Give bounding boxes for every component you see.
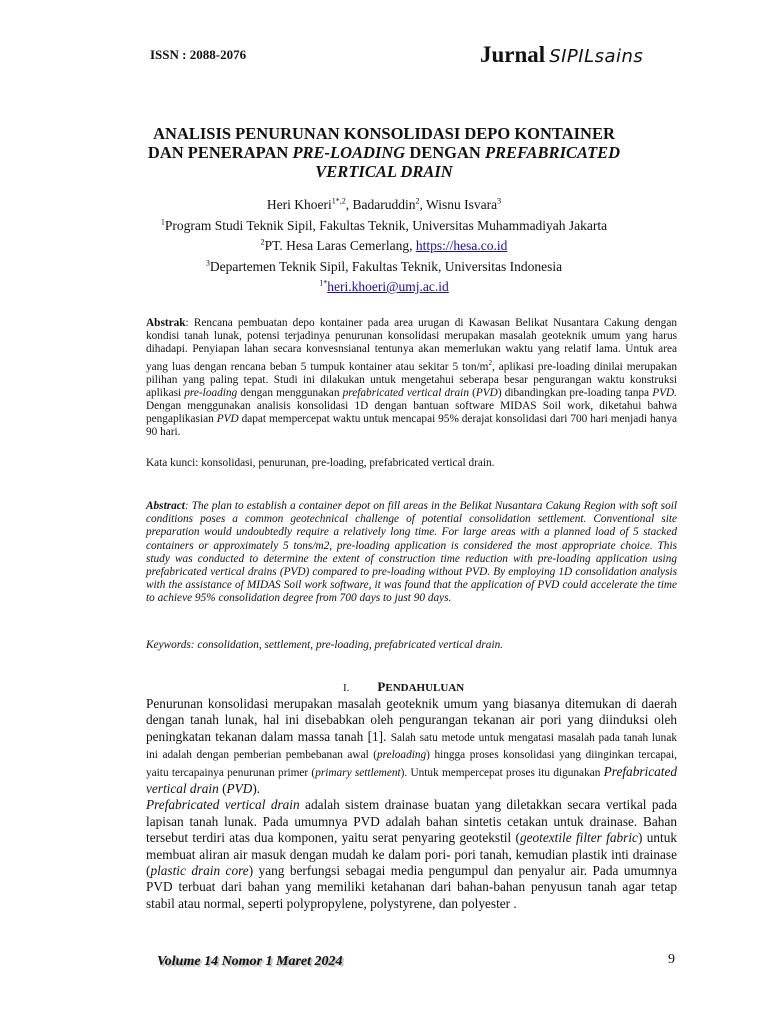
- body-paragraph-1: [146, 696, 677, 797]
- abstrak-text: dengan menggunakan: [237, 386, 343, 399]
- title-line-3: [100, 162, 668, 181]
- body-text: [146, 696, 677, 912]
- affiliation-3: [100, 257, 668, 278]
- abstrak-text: ) dibandingkan pre-loading tanpa: [497, 386, 653, 399]
- title-italic: VERTICAL DRAIN: [315, 162, 453, 181]
- author-names: [100, 195, 668, 216]
- title-italic: PREFABRICATED: [484, 143, 621, 162]
- abstract-text: : The plan to establish a container depot on fill areas in the Belikat Nusantara Cakung Region with soft soil conditions poses a common geotechnical challenge of potential consolidation settlement. Conventional site preparation would undoubtedly require a relatively long time. For large areas with a planned load of 5 stacked containers or approximately 5 tons/m2, pre-loading application is considered the most appropriate choice. This study was conducted to determine the extent of construction time reduction with pre-loading application using prefabricated vertical drains (PVD) compared to pre-loading without PVD. By employing 1D consolidation analysis with the assistance of MIDAS Soil work software, it was found that the application of PVD could accelerate the time to achieve 95% consolidation degree from 700 days to just 90 days.: [146, 500, 677, 605]
- section-heading: [343, 679, 464, 695]
- author-name: Heri Khoeri: [266, 197, 332, 212]
- section-title: ENDAHULUAN: [385, 682, 465, 694]
- abstrak-sup: 2: [488, 358, 492, 367]
- abstract-label: Abstract: [146, 500, 185, 512]
- body-italic: Prefabricated vertical drain: [146, 797, 300, 813]
- body-text-run: ).: [252, 781, 261, 797]
- title-italic: PRE-LOADING: [292, 143, 406, 162]
- body-paragraph-2: [146, 797, 677, 912]
- affiliation-text: Program Studi Teknik Sipil, Fakultas Teknik, Universitas Muhammadiyah Jakarta: [164, 217, 608, 233]
- abstrak-label: Abstrak: [146, 317, 186, 329]
- body-text-run: ). Untuk mempercepat proses itu digunakan: [400, 766, 604, 779]
- paper-title: [100, 124, 668, 181]
- body-text-run: ) hingga proses konsolidasi yang diinginkan tercapai, yaitu tercapainya penurunan primer (: [146, 749, 677, 779]
- body-text-run: (: [218, 781, 227, 797]
- abstrak-italic: pre-loading: [184, 386, 238, 399]
- issn-label: ISSN : 2088-2076: [150, 47, 247, 62]
- abstrak-italic: PVD.: [652, 386, 677, 399]
- author-sup: 2: [415, 196, 420, 206]
- section-number: I.: [343, 682, 350, 694]
- author-block: [100, 195, 668, 298]
- body-italic: primary settlement: [315, 766, 401, 779]
- author-sup: 3: [497, 196, 502, 206]
- keywords: Keywords: consolidation, settlement, pre-loading, prefabricated vertical drain.: [146, 639, 504, 651]
- journal-name: [480, 42, 643, 68]
- body-italic: preloading: [377, 749, 427, 762]
- title-line-2: [100, 143, 668, 162]
- body-italic: plastic drain core: [150, 863, 249, 879]
- title-text: DENGAN: [405, 143, 485, 162]
- journal-name-main: Jurnal: [480, 42, 546, 67]
- body-italic: Prefabricated vertical drain: [146, 763, 678, 797]
- affiliation-sup: 2: [260, 237, 265, 247]
- body-text-run: ) untuk membuat aliran air masuk dengan mudah ke dalam pori- pori tanah, kemudian plastik inti drainase (: [146, 830, 677, 879]
- abstrak-text: Dengan menggunakan analisis konsolidasi 1D dengan bantuan software MIDAS Soil work, diketahui bahwa pengaplikasian: [146, 399, 677, 426]
- abstrak-text: dapat mempercepat waktu untuk mencapai 95% derajat konsolidasi dari 700 hari menjadi hanya 90 hari.: [146, 413, 677, 439]
- body-text-run: Penurunan konsolidasi merupakan masalah geoteknik umum yang biasanya ditemukan di daerah dengan tanah lunak, hal ini disebabkan oleh pengurangan tekanan air pori yang diinduksi oleh peningkatan tekanan dalam massa tanah [1].: [146, 696, 677, 744]
- author-name: , Wisnu Isvara: [419, 197, 498, 212]
- kata-kunci: Kata kunci: konsolidasi, penurunan, pre-loading, prefabricated vertical drain.: [146, 457, 495, 469]
- author-sup: 1*,2: [331, 196, 346, 206]
- abstrak-text: : Rencana pembuatan depo kontainer pada area urugan di Kawasan Belikat Nusantara Cakung dengan kondisi tanah lunak, potensi terjadinya penurunan konsolidasi merupakan masalah geoteknik umum yang harus dihadapi. Penyiapan lahan secara konvesnsianal tentunya akan memerlukan waktu yang relatif lama. Untuk area yang luas dengan rencana beban 5 tumpuk kontainer atau sekitar 5 ton/m: [146, 317, 677, 373]
- body-text-run: ) yang berfungsi sebagai media pengumpul dan penyalur air. Pada umumnya PVD terbuat dari bahan yang memiliki ketahanan dari bahan-bahan penyusun tanah agar tetap stabil atau normal, seperti polypropylene, polystyrene, dan polyester .: [146, 863, 677, 911]
- hesa-link[interactable]: https://hesa.co.id: [415, 238, 508, 253]
- body-italic: geotextile filter fabric: [519, 830, 638, 846]
- author-name: , Badaruddin: [345, 197, 416, 212]
- affiliation-sup: 3: [205, 258, 210, 267]
- affiliation-1: [100, 216, 668, 237]
- affiliation-text: Departemen Teknik Sipil, Fakultas Teknik, Universitas Indonesia: [209, 258, 563, 274]
- body-text-run: Salah satu metode untuk mengatasi masalah pada tanah lunak ini adalah dengan pemberian pembebanan awal (: [146, 731, 677, 762]
- journal-name-logo: SIPILsains: [549, 46, 644, 67]
- body-italic: PVD: [226, 781, 253, 797]
- title-line-1: ANALISIS PENURUNAN KONSOLIDASI DEPO KONTAINER: [153, 124, 615, 143]
- section-title-cap: P: [377, 679, 386, 694]
- abstrak-text: , aplikasi pre-loading dinilai merupakan pilihan yang paling tepat. Studi ini dilakukan untuk mengetahui seberapa besar pengurangan waktu konstruksi aplikasi: [146, 360, 677, 399]
- email-link[interactable]: heri.khoeri@umj.ac.id: [327, 279, 449, 294]
- abstrak-italic: PVD: [216, 413, 239, 426]
- abstrak-italic: PVD: [475, 386, 498, 399]
- footer-volume: Volume 14 Nomor 1 Maret 2024: [157, 954, 343, 969]
- title-text: DAN PENERAPAN: [147, 143, 293, 162]
- abstrak-text: (: [468, 386, 476, 399]
- affiliation-2: [100, 236, 668, 257]
- email-sup: 1*: [319, 278, 328, 288]
- page-number: 9: [668, 952, 675, 967]
- affiliation-text: PT. Hesa Laras Cemerlang,: [264, 238, 416, 253]
- author-email: [100, 277, 668, 298]
- abstrak-paragraph: [146, 317, 677, 440]
- abstract-paragraph: [146, 500, 677, 606]
- abstrak-italic: prefabricated vertical drain: [342, 386, 469, 399]
- body-text-run: adalah sistem drainase buatan yang diletakkan secara vertikal pada lapisan tanah lunak. Pada umumnya PVD adalah bahan sintetis cetakan untuk drainase. Bahan tersebut terdiri atas dua komponen, yaitu serat penyaring geotekstil (: [146, 797, 677, 846]
- affiliation-sup: 1: [160, 217, 165, 226]
